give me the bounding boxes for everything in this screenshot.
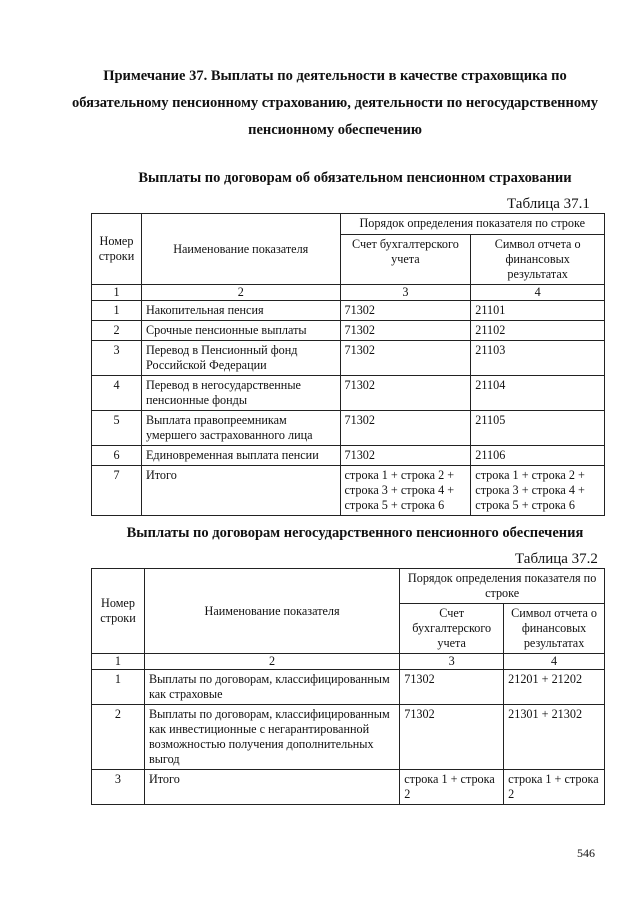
table-row: 2 Срочные пенсионные выплаты 71302 21102 xyxy=(92,321,605,341)
header-symbol: Символ отчета о финансовых результатах xyxy=(504,604,605,654)
table-row: 1 Накопительная пенсия 71302 21101 xyxy=(92,301,605,321)
column-numbers-row: 1 2 3 4 xyxy=(92,285,605,301)
section-2-heading: Выплаты по договорам негосударственного пенсионного обеспечения xyxy=(126,525,584,541)
table-37-1-caption: Таблица 37.1 xyxy=(507,196,590,212)
header-symbol: Символ отчета о финансовых результатах xyxy=(471,235,605,285)
table-row-total: 7 Итого строка 1 + строка 2 + строка 3 + строка 4 + строка 5 + строка 6 строка 1 + строка 2 + строка 3 + строка 4 + строка 5 + строка 6 xyxy=(92,466,605,516)
table-row: 6 Единовременная выплата пенсии 71302 21106 xyxy=(92,446,605,466)
header-name: Наименование показателя xyxy=(141,214,340,285)
header-row-no: Номер строки xyxy=(92,569,145,654)
page-number: 546 xyxy=(577,846,595,860)
table-row: 3 Перевод в Пенсионный фонд Российской Федерации 71302 21103 xyxy=(92,341,605,376)
table-37-2 xyxy=(91,568,605,805)
header-order: Порядок определения показателя по строке xyxy=(340,214,604,235)
table-37-1 xyxy=(91,213,605,516)
section-1-heading: Выплаты по договорам об обязательном пенсионном страховании xyxy=(138,170,572,186)
table-row: 1 Выплаты по договорам, классифицированным как страховые 71302 21201 + 21202 xyxy=(92,670,605,705)
header-account: Счет бухгалтерского учета xyxy=(340,235,471,285)
table-37-2-caption: Таблица 37.2 xyxy=(515,551,598,567)
header-order: Порядок определения показателя по строке xyxy=(400,569,605,604)
header-row-no: Номер строки xyxy=(92,214,142,285)
table-row: 5 Выплата правопреемникам умершего застрахованного лица 71302 21105 xyxy=(92,411,605,446)
table-row: 2 Выплаты по договорам, классифицированным как инвестиционные с негарантированной возможностью получения дополнительных выгод 71302 21301 + 21302 xyxy=(92,705,605,770)
table-row: 4 Перевод в негосударственные пенсионные фонды 71302 21104 xyxy=(92,376,605,411)
header-account: Счет бухгалтерского учета xyxy=(400,604,504,654)
header-name: Наименование показателя xyxy=(144,569,399,654)
page-title: Примечание 37. Выплаты по деятельности в качестве страховщика по обязательному пенсионному страхованию, деятельности по негосударственному пенсионному обеспечению xyxy=(72,68,598,138)
table-row-total: 3 Итого строка 1 + строка 2 строка 1 + строка 2 xyxy=(92,770,605,805)
column-numbers-row: 1 2 3 4 xyxy=(92,654,605,670)
